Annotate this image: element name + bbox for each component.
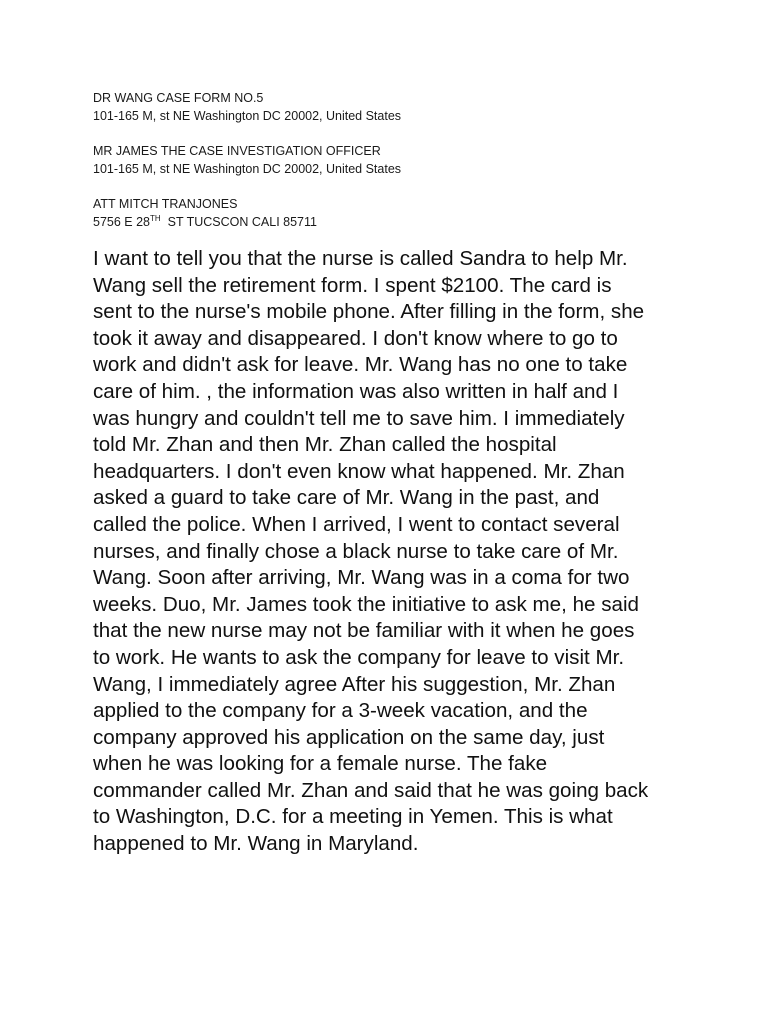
attention-address [93, 213, 693, 231]
investigation-officer-block [93, 142, 693, 178]
attention-address-suffix: ST TUCSCON CALI 85711 [160, 215, 317, 229]
attention-block [93, 195, 693, 231]
case-form-header [93, 89, 693, 125]
attention-name: ATT MITCH TRANJONES [93, 197, 238, 211]
case-form-title: DR WANG CASE FORM NO.5 [93, 91, 264, 105]
case-form-address: 101-165 M, st NE Washington DC 20002, United States [93, 109, 402, 123]
investigation-officer-address: 101-165 M, st NE Washington DC 20002, United States [93, 162, 402, 176]
letter-body: I want to tell you that the nurse is called Sandra to help Mr. Wang sell the retirement form. I spent $2100. The card is sent to the nurse's mobile phone. After filling in the form, she took it away and disappeared. I don't know where to go to work and didn't ask for leave. Mr. Wang has no one to take care of him. , the information was also written in half and I was hungry and couldn't tell me to save him. I immediately told Mr. Zhan and then Mr. Zhan called the hospital headquarters. I don't even know what happened. Mr. Zhan asked a guard to take care of Mr. Wang in the past, and called the police. When I arrived, I went to contact several nurses, and finally chose a black nurse to take care of Mr. Wang. Soon after arriving, Mr. Wang was in a coma for two weeks. Duo, Mr. James took the initiative to ask me, he said that the new nurse may not be familiar with it when he goes to work. He wants to ask the company for leave to visit Mr. Wang, I immediately agree After his suggestion, Mr. Zhan applied to the company for a 3-week vacation, and the company approved his application on the same day, just when he was looking for a female nurse. The fake commander called Mr. Zhan and said that he was going back to Washington, D.C. for a meeting in Yemen. This is what happened to Mr. Wang in Maryland. [93, 247, 649, 856]
attention-address-superscript: TH [150, 214, 161, 223]
investigation-officer-title: MR JAMES THE CASE INVESTIGATION OFFICER [93, 144, 381, 158]
attention-address-prefix: 5756 E 28 [93, 215, 150, 229]
